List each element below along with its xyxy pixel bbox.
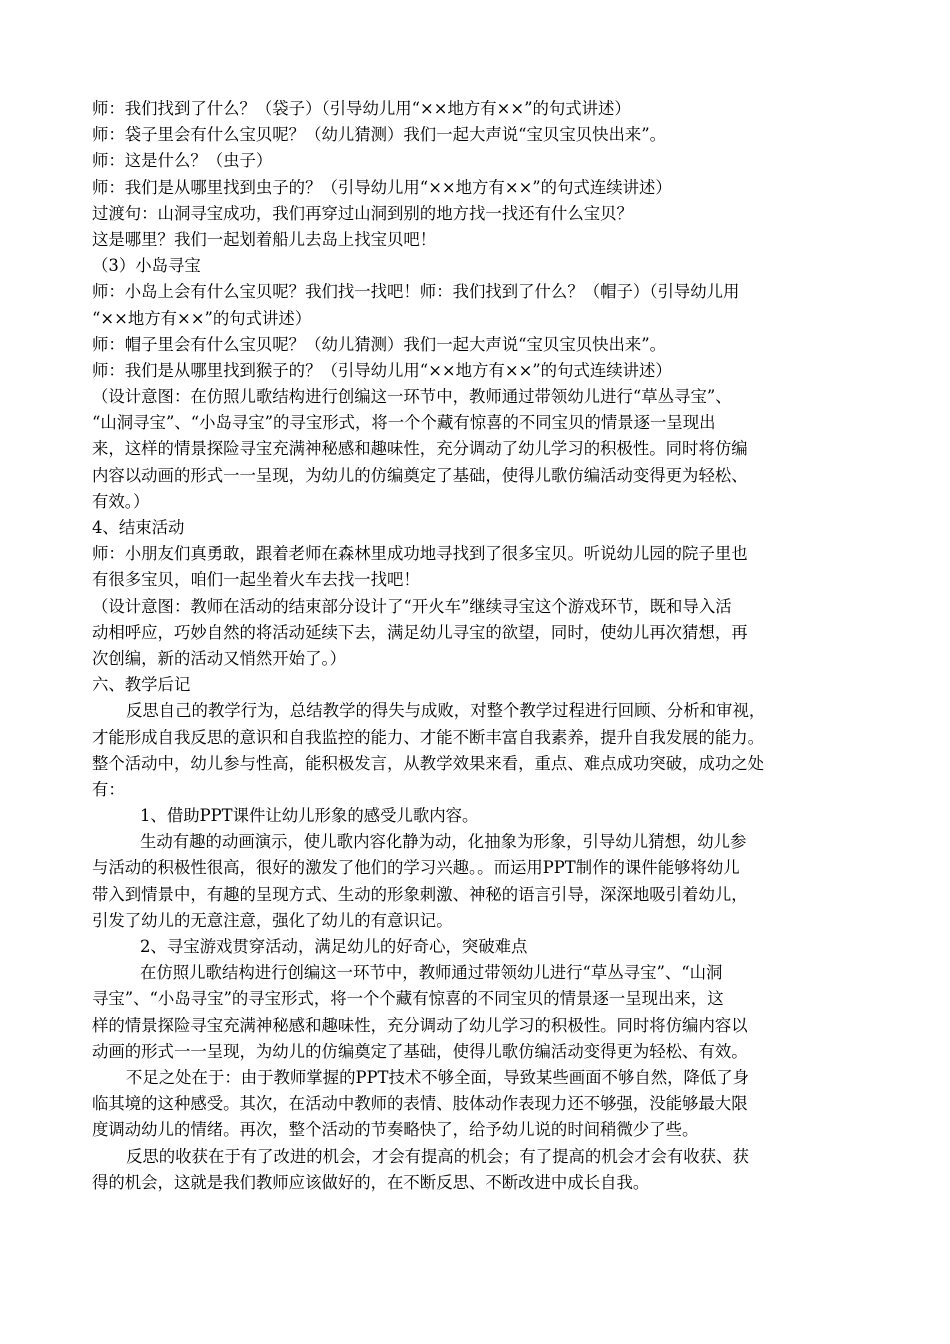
text-line: 动画的形式一一呈现，为幼儿的仿编奠定了基础，使得儿歌仿编活动变得更为轻松、有效。: [92, 1041, 748, 1061]
text-line: 师：我们是从哪里找到虫子的？（引导幼儿用“××地方有××”的句式连续讲述）: [92, 177, 672, 197]
text-line: 寻宝”、“小岛寻宝”的寻宝形式，将一个个藏有惊喜的不同宝贝的情景逐一呈现出来，这: [92, 989, 724, 1009]
text-line: 有很多宝贝，咱们一起坐着火车去找一找吧！: [92, 570, 420, 590]
text-line: “山洞寻宝”、“小岛寻宝”的寻宝形式，将一个个藏有惊喜的不同宝贝的情景逐一呈现出: [92, 413, 716, 433]
paragraph-first-line: 生动有趣的动画演示，使儿歌内容化静为动，化抽象为形象，引导幼儿猜想，幼儿参: [140, 832, 747, 852]
paragraph-first-line: 反思的收获在于有了改进的机会，才会有提高的机会；有了提高的机会才会有收获、获: [126, 1146, 749, 1166]
text-line: 师：小岛上会有什么宝贝呢？我们找一找吧！师：我们找到了什么？（帽子）（引导幼儿用: [92, 282, 740, 302]
text-line: 内容以动画的形式一一呈现，为幼儿的仿编奠定了基础，使得儿歌仿编活动变得更为轻松、: [92, 465, 748, 485]
section-heading: （3）小岛寻宝: [92, 256, 201, 276]
text-line: 才能形成自我反思的意识和自我监控的能力、才能不断丰富自我素养，提升自我发展的能力。: [92, 727, 765, 747]
text-line: 动相呼应，巧妙自然的将活动延续下去，满足幼儿寻宝的欲望，同时，使幼儿再次猜想，再: [92, 622, 748, 642]
text-line: 度调动幼儿的情绪。再次，整个活动的节奏略快了，给予幼儿说的时间稍微少了些。: [92, 1120, 699, 1140]
document-page: [92, 96, 872, 1196]
text-line: 有：: [92, 779, 125, 799]
text-line: 师：小朋友们真勇敢，跟着老师在森林里成功地寻找到了很多宝贝。听说幼儿园的院子里也: [92, 544, 748, 564]
text-line: 引发了幼儿的无意注意，强化了幼儿的有意识记。: [92, 910, 453, 930]
text-line: 师：帽子里会有什么宝贝呢？（幼儿猜测）我们一起大声说“宝贝宝贝快出来”。: [92, 334, 667, 354]
section-heading: 六、教学后记: [92, 675, 191, 695]
text-line: 有效。）: [92, 491, 150, 511]
text-line: 临其境的这种感受。其次，在活动中教师的表情、肢体动作表现力还不够强，没能够最大限: [92, 1094, 748, 1114]
subheading: 1、借助PPT课件让幼儿形象的感受儿歌内容。: [140, 806, 479, 826]
text-line: 来，这样的情景探险寻宝充满神秘感和趣味性，充分调动了幼儿学习的积极性。同时将仿编: [92, 439, 748, 459]
text-line: “××地方有××”的句式讲述）: [92, 308, 312, 328]
text-line: 师：我们找到了什么？（袋子）（引导幼儿用“××地方有××”的句式讲述）: [92, 99, 631, 118]
text-line: 师：这是什么？（虫子）: [92, 151, 273, 171]
text-line: 带入到情景中，有趣的呈现方式、生动的形象刺激、神秘的语言引导，深深地吸引着幼儿，: [92, 884, 748, 904]
text-line: 得的机会，这就是我们教师应该做好的，在不断反思、不断改进中成长自我。: [92, 1172, 650, 1192]
text-line: （设计意图：教师在活动的结束部分设计了“开火车”继续寻宝这个游戏环节，既和导入活: [92, 596, 732, 616]
text-line: （设计意图：在仿照儿歌结构进行创编这一环节中，教师通过带领幼儿进行“草丛寻宝”、: [92, 387, 732, 407]
paragraph-first-line: 在仿照儿歌结构进行创编这一环节中，教师通过带领幼儿进行“草丛寻宝”、“山洞: [140, 963, 723, 983]
text-line: 样的情景探险寻宝充满神秘感和趣味性，充分调动了幼儿学习的积极性。同时将仿编内容以: [92, 1015, 748, 1035]
text-line: 这是哪里？我们一起划着船儿去岛上找宝贝吧！: [92, 229, 437, 249]
text-line: 次创编，新的活动又悄然开始了。）: [92, 648, 347, 668]
paragraph-first-line: 不足之处在于：由于教师掌握的PPT技术不够全面，导致某些画面不够自然，降低了身: [126, 1067, 750, 1087]
text-line: 与活动的积极性很高，很好的激发了他们的学习兴趣。。而运用PPT制作的课件能够将幼儿: [92, 858, 740, 878]
subheading: 2、寻宝游戏贯穿活动，满足幼儿的好奇心，突破难点: [140, 937, 528, 956]
paragraph-first-line: 反思自己的教学行为，总结教学的得失与成败，对整个教学过程进行回顾、分析和审视，: [126, 701, 766, 721]
text-line: 师：我们是从哪里找到猴子的？（引导幼儿用“××地方有××”的句式连续讲述）: [92, 360, 672, 380]
section-heading: 4、结束活动: [92, 518, 185, 537]
text-line: 师：袋子里会有什么宝贝呢？（幼儿猜测）我们一起大声说“宝贝宝贝快出来”。: [92, 125, 667, 145]
text-line: 整个活动中，幼儿参与性高，能积极发言，从教学效果来看，重点、难点成功突破，成功之处: [92, 753, 765, 773]
text-line: 过渡句：山洞寻宝成功，我们再穿过山洞到别的地方找一找还有什么宝贝？: [92, 203, 633, 223]
